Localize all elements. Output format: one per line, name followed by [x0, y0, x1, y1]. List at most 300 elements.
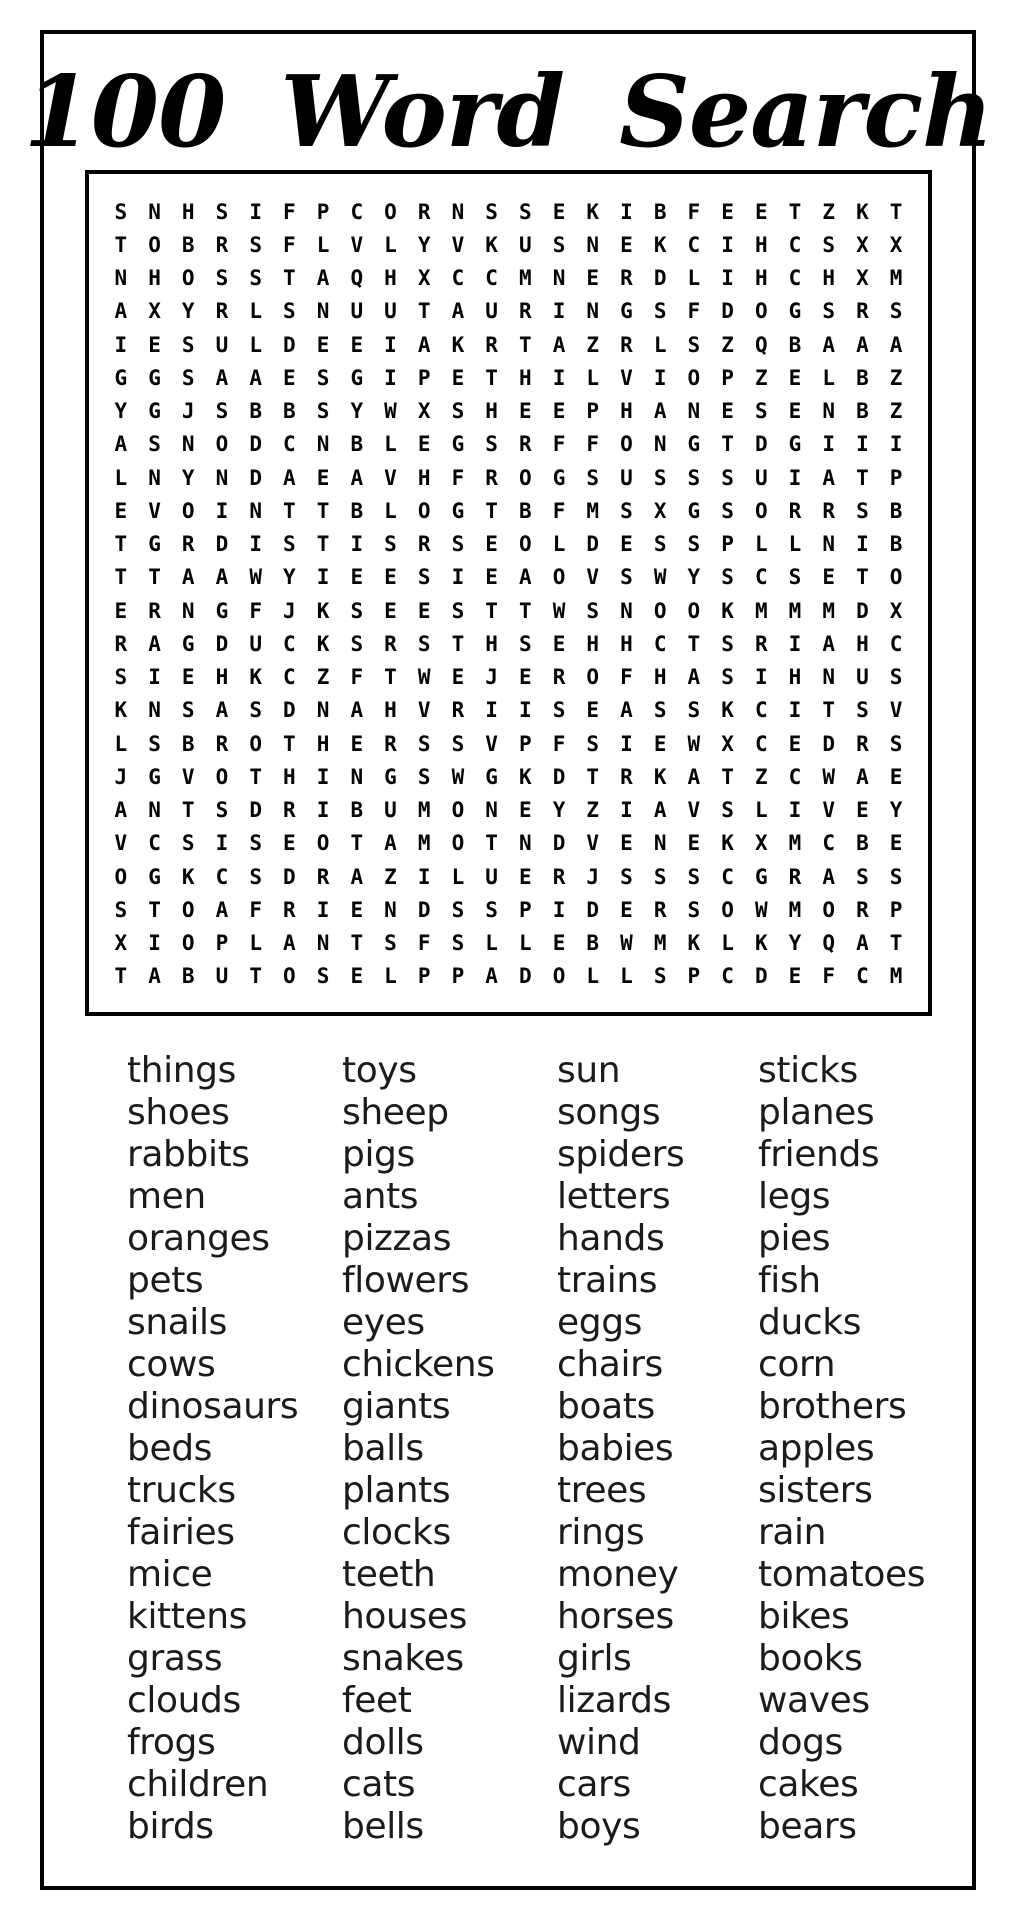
grid-cell[interactable]: V: [451, 232, 465, 257]
grid-cell[interactable]: B: [889, 498, 903, 523]
grid-cell[interactable]: H: [620, 399, 633, 424]
grid-cell[interactable]: B: [350, 432, 364, 457]
grid-cell[interactable]: F: [552, 731, 566, 756]
grid-cell[interactable]: E: [552, 931, 566, 956]
grid-cell[interactable]: D: [721, 299, 734, 324]
grid-cell[interactable]: K: [586, 199, 600, 224]
grid-cell[interactable]: T: [417, 299, 431, 324]
grid-cell[interactable]: S: [451, 399, 465, 424]
grid-cell[interactable]: S: [485, 897, 498, 922]
grid-cell[interactable]: I: [249, 532, 262, 557]
grid-cell[interactable]: E: [653, 731, 667, 756]
grid-cell[interactable]: U: [754, 465, 768, 490]
grid-cell[interactable]: V: [148, 498, 161, 523]
word-list-item[interactable]: legs: [758, 1176, 831, 1217]
word-list-item[interactable]: dogs: [758, 1722, 843, 1763]
grid-cell[interactable]: H: [384, 698, 397, 723]
grid-cell[interactable]: A: [249, 365, 262, 390]
grid-cell[interactable]: E: [586, 266, 600, 291]
grid-cell[interactable]: E: [788, 731, 802, 756]
grid-cell[interactable]: X: [889, 598, 903, 623]
grid-cell[interactable]: P: [417, 365, 431, 390]
word-list-item[interactable]: mice: [127, 1554, 213, 1595]
grid-cell[interactable]: W: [249, 565, 262, 590]
grid-cell[interactable]: W: [653, 565, 667, 590]
grid-cell[interactable]: C: [754, 731, 768, 756]
grid-cell[interactable]: T: [451, 631, 465, 656]
grid-cell[interactable]: I: [384, 332, 397, 357]
grid-cell[interactable]: O: [181, 266, 195, 291]
grid-cell[interactable]: T: [889, 199, 903, 224]
grid-cell[interactable]: H: [856, 631, 869, 656]
grid-cell[interactable]: C: [788, 764, 802, 789]
word-list-item[interactable]: trees: [557, 1470, 647, 1511]
grid-cell[interactable]: A: [114, 798, 128, 823]
grid-cell[interactable]: U: [384, 798, 397, 823]
grid-cell[interactable]: E: [316, 465, 330, 490]
word-list-item[interactable]: fish: [758, 1260, 821, 1301]
grid-cell[interactable]: S: [721, 665, 734, 690]
grid-cell[interactable]: A: [856, 764, 869, 789]
word-list-item[interactable]: ants: [342, 1176, 419, 1217]
word-list-item[interactable]: trains: [557, 1260, 658, 1301]
word-list-item[interactable]: planes: [758, 1092, 875, 1133]
grid-cell[interactable]: X: [653, 498, 667, 523]
grid-cell[interactable]: X: [721, 731, 734, 756]
grid-cell[interactable]: O: [620, 432, 633, 457]
grid-cell[interactable]: C: [856, 964, 869, 989]
word-list-item[interactable]: dolls: [342, 1722, 424, 1763]
grid-cell[interactable]: G: [215, 598, 229, 623]
grid-cell[interactable]: R: [788, 498, 802, 523]
word-list-item[interactable]: things: [127, 1050, 236, 1091]
grid-cell[interactable]: R: [754, 631, 768, 656]
grid-cell[interactable]: A: [417, 332, 431, 357]
grid-cell[interactable]: M: [417, 798, 431, 823]
grid-cell[interactable]: S: [485, 432, 498, 457]
grid-cell[interactable]: A: [114, 432, 128, 457]
grid-cell[interactable]: P: [519, 731, 532, 756]
grid-cell[interactable]: O: [552, 964, 566, 989]
grid-cell[interactable]: S: [350, 598, 364, 623]
grid-cell[interactable]: B: [519, 498, 532, 523]
grid-cell[interactable]: S: [316, 399, 330, 424]
grid-cell[interactable]: S: [586, 598, 600, 623]
grid-cell[interactable]: I: [620, 798, 633, 823]
grid-cell[interactable]: T: [889, 931, 903, 956]
grid-cell[interactable]: T: [485, 831, 498, 856]
grid-cell[interactable]: P: [451, 964, 465, 989]
grid-cell[interactable]: O: [519, 532, 532, 557]
word-list-item[interactable]: rings: [557, 1512, 645, 1553]
grid-cell[interactable]: S: [687, 532, 701, 557]
grid-cell[interactable]: Q: [754, 332, 768, 357]
grid-cell[interactable]: A: [822, 332, 836, 357]
grid-cell[interactable]: U: [485, 864, 498, 889]
grid-cell[interactable]: S: [721, 631, 734, 656]
grid-cell[interactable]: I: [316, 798, 330, 823]
grid-cell[interactable]: I: [620, 731, 633, 756]
grid-cell[interactable]: E: [889, 764, 903, 789]
grid-cell[interactable]: S: [215, 199, 229, 224]
word-list-item[interactable]: hands: [557, 1218, 665, 1259]
grid-cell[interactable]: K: [754, 931, 768, 956]
grid-cell[interactable]: S: [653, 698, 667, 723]
grid-cell[interactable]: T: [283, 731, 296, 756]
grid-cell[interactable]: Q: [350, 266, 364, 291]
grid-cell[interactable]: M: [889, 266, 903, 291]
grid-cell[interactable]: H: [485, 631, 498, 656]
grid-cell[interactable]: H: [788, 665, 802, 690]
grid-cell[interactable]: Y: [283, 565, 296, 590]
grid-cell[interactable]: A: [215, 365, 229, 390]
grid-cell[interactable]: T: [485, 498, 498, 523]
grid-cell[interactable]: Z: [384, 864, 397, 889]
grid-cell[interactable]: I: [552, 897, 566, 922]
grid-cell[interactable]: O: [586, 665, 600, 690]
grid-cell[interactable]: C: [283, 665, 296, 690]
grid-cell[interactable]: H: [485, 399, 498, 424]
grid-cell[interactable]: D: [215, 532, 229, 557]
grid-cell[interactable]: E: [552, 399, 566, 424]
grid-cell[interactable]: T: [114, 232, 128, 257]
grid-cell[interactable]: S: [350, 631, 364, 656]
grid-cell[interactable]: I: [519, 698, 532, 723]
grid-cell[interactable]: T: [114, 565, 128, 590]
word-list-item[interactable]: sticks: [758, 1050, 858, 1091]
grid-cell[interactable]: Z: [721, 332, 734, 357]
grid-cell[interactable]: S: [417, 565, 431, 590]
grid-cell[interactable]: S: [451, 897, 465, 922]
grid-cell[interactable]: H: [148, 266, 161, 291]
grid-cell[interactable]: S: [249, 698, 262, 723]
grid-cell[interactable]: V: [586, 565, 600, 590]
grid-cell[interactable]: D: [822, 731, 836, 756]
grid-cell[interactable]: B: [350, 798, 364, 823]
grid-cell[interactable]: E: [417, 598, 431, 623]
grid-cell[interactable]: O: [384, 199, 397, 224]
grid-cell[interactable]: R: [485, 465, 498, 490]
grid-cell[interactable]: R: [856, 731, 869, 756]
grid-cell[interactable]: L: [620, 964, 633, 989]
grid-cell[interactable]: P: [687, 964, 701, 989]
grid-cell[interactable]: A: [114, 299, 128, 324]
grid-cell[interactable]: O: [215, 764, 229, 789]
word-list-item[interactable]: snails: [127, 1302, 227, 1343]
grid-cell[interactable]: H: [586, 631, 600, 656]
grid-cell[interactable]: E: [283, 831, 296, 856]
grid-cell[interactable]: K: [485, 232, 498, 257]
grid-cell[interactable]: C: [451, 266, 465, 291]
grid-cell[interactable]: L: [316, 232, 330, 257]
grid-cell[interactable]: V: [687, 798, 701, 823]
grid-cell[interactable]: U: [620, 465, 633, 490]
grid-cell[interactable]: P: [519, 897, 532, 922]
word-list-item[interactable]: ducks: [758, 1302, 862, 1343]
grid-cell[interactable]: M: [417, 831, 431, 856]
grid-cell[interactable]: S: [249, 232, 262, 257]
grid-cell[interactable]: M: [586, 498, 600, 523]
grid-cell[interactable]: C: [788, 232, 802, 257]
grid-cell[interactable]: A: [384, 831, 397, 856]
word-list-item[interactable]: children: [127, 1764, 269, 1805]
word-list-item[interactable]: flowers: [342, 1260, 470, 1301]
grid-cell[interactable]: A: [822, 631, 836, 656]
grid-cell[interactable]: R: [215, 232, 229, 257]
grid-cell[interactable]: T: [114, 532, 128, 557]
grid-cell[interactable]: M: [519, 266, 532, 291]
grid-cell[interactable]: S: [215, 798, 229, 823]
grid-cell[interactable]: W: [552, 598, 566, 623]
grid-cell[interactable]: R: [519, 432, 532, 457]
grid-cell[interactable]: E: [552, 631, 566, 656]
grid-cell[interactable]: E: [721, 399, 734, 424]
grid-cell[interactable]: T: [316, 498, 330, 523]
word-list-item[interactable]: chickens: [342, 1344, 495, 1385]
word-list-item[interactable]: fairies: [127, 1512, 235, 1553]
grid-cell[interactable]: E: [114, 498, 128, 523]
grid-cell[interactable]: K: [653, 764, 667, 789]
grid-cell[interactable]: R: [148, 598, 161, 623]
grid-cell[interactable]: A: [283, 931, 296, 956]
grid-cell[interactable]: A: [350, 864, 364, 889]
grid-cell[interactable]: S: [451, 931, 465, 956]
grid-cell[interactable]: D: [552, 831, 566, 856]
grid-cell[interactable]: S: [249, 831, 262, 856]
grid-cell[interactable]: T: [249, 964, 262, 989]
grid-cell[interactable]: O: [316, 831, 330, 856]
word-list-item[interactable]: cows: [127, 1344, 216, 1385]
grid-cell[interactable]: S: [519, 199, 532, 224]
grid-cell[interactable]: W: [417, 665, 431, 690]
grid-cell[interactable]: O: [519, 465, 532, 490]
grid-cell[interactable]: D: [215, 631, 229, 656]
grid-cell[interactable]: C: [687, 232, 701, 257]
grid-cell[interactable]: O: [181, 897, 195, 922]
grid-cell[interactable]: R: [451, 698, 465, 723]
grid-cell[interactable]: R: [114, 631, 128, 656]
grid-cell[interactable]: U: [519, 232, 532, 257]
grid-cell[interactable]: M: [653, 931, 667, 956]
word-list-item[interactable]: oranges: [127, 1218, 270, 1259]
grid-cell[interactable]: R: [316, 864, 330, 889]
grid-cell[interactable]: V: [417, 698, 431, 723]
grid-cell[interactable]: T: [721, 764, 734, 789]
grid-cell[interactable]: G: [687, 498, 701, 523]
grid-cell[interactable]: I: [215, 498, 229, 523]
grid-cell[interactable]: B: [856, 399, 869, 424]
word-list-item[interactable]: eggs: [557, 1302, 643, 1343]
word-list-item[interactable]: shoes: [127, 1092, 230, 1133]
grid-cell[interactable]: B: [249, 399, 262, 424]
grid-cell[interactable]: I: [114, 332, 128, 357]
grid-cell[interactable]: I: [721, 232, 734, 257]
grid-cell[interactable]: K: [316, 631, 330, 656]
grid-cell[interactable]: H: [283, 764, 296, 789]
word-list-item[interactable]: friends: [758, 1134, 880, 1175]
grid-cell[interactable]: R: [417, 199, 431, 224]
grid-cell[interactable]: T: [519, 598, 532, 623]
grid-cell[interactable]: U: [249, 631, 262, 656]
grid-cell[interactable]: G: [148, 864, 161, 889]
grid-cell[interactable]: L: [249, 332, 262, 357]
grid-cell[interactable]: I: [721, 266, 734, 291]
grid-cell[interactable]: S: [417, 764, 431, 789]
word-list-item[interactable]: tomatoes: [758, 1554, 926, 1595]
grid-cell[interactable]: I: [552, 365, 566, 390]
grid-cell[interactable]: S: [114, 897, 128, 922]
grid-cell[interactable]: R: [283, 897, 296, 922]
word-list-item[interactable]: bells: [342, 1806, 424, 1847]
grid-cell[interactable]: M: [889, 964, 903, 989]
grid-cell[interactable]: A: [283, 465, 296, 490]
grid-cell[interactable]: G: [384, 764, 397, 789]
grid-cell[interactable]: X: [417, 266, 431, 291]
grid-cell[interactable]: I: [148, 665, 161, 690]
grid-cell[interactable]: L: [754, 798, 768, 823]
word-list-item[interactable]: pizzas: [342, 1218, 452, 1259]
grid-cell[interactable]: F: [249, 598, 262, 623]
grid-cell[interactable]: K: [114, 698, 128, 723]
grid-cell[interactable]: A: [620, 698, 633, 723]
grid-cell[interactable]: D: [519, 964, 532, 989]
grid-cell[interactable]: S: [181, 831, 195, 856]
grid-cell[interactable]: O: [114, 864, 128, 889]
grid-cell[interactable]: S: [653, 299, 667, 324]
grid-cell[interactable]: E: [181, 665, 195, 690]
grid-cell[interactable]: L: [822, 365, 836, 390]
grid-cell[interactable]: X: [856, 266, 869, 291]
grid-cell[interactable]: M: [788, 831, 802, 856]
grid-cell[interactable]: S: [114, 665, 128, 690]
grid-cell[interactable]: Y: [788, 931, 802, 956]
grid-cell[interactable]: F: [822, 964, 836, 989]
grid-cell[interactable]: X: [114, 931, 128, 956]
grid-cell[interactable]: E: [350, 964, 364, 989]
grid-cell[interactable]: K: [519, 764, 532, 789]
grid-cell[interactable]: Z: [754, 764, 768, 789]
grid-cell[interactable]: R: [822, 498, 836, 523]
grid-cell[interactable]: R: [620, 266, 633, 291]
grid-cell[interactable]: D: [249, 465, 262, 490]
word-list-item[interactable]: beds: [127, 1428, 213, 1469]
grid-cell[interactable]: T: [822, 698, 836, 723]
grid-cell[interactable]: E: [788, 964, 802, 989]
grid-cell[interactable]: R: [856, 299, 869, 324]
grid-cell[interactable]: T: [148, 897, 161, 922]
grid-cell[interactable]: A: [889, 332, 903, 357]
grid-cell[interactable]: D: [856, 598, 869, 623]
grid-cell[interactable]: D: [754, 964, 768, 989]
word-list-item[interactable]: money: [557, 1554, 679, 1595]
grid-cell[interactable]: M: [788, 598, 802, 623]
grid-cell[interactable]: E: [620, 897, 633, 922]
grid-cell[interactable]: O: [687, 365, 701, 390]
grid-cell[interactable]: T: [586, 764, 600, 789]
grid-cell[interactable]: L: [687, 266, 701, 291]
grid-cell[interactable]: E: [687, 831, 701, 856]
grid-cell[interactable]: P: [721, 532, 734, 557]
grid-cell[interactable]: S: [181, 698, 195, 723]
grid-cell[interactable]: I: [788, 698, 802, 723]
grid-cell[interactable]: T: [485, 598, 498, 623]
grid-cell[interactable]: G: [788, 299, 802, 324]
grid-cell[interactable]: S: [552, 698, 566, 723]
grid-cell[interactable]: D: [249, 798, 262, 823]
word-list-item[interactable]: apples: [758, 1428, 875, 1469]
grid-cell[interactable]: T: [114, 964, 128, 989]
grid-cell[interactable]: G: [754, 864, 768, 889]
grid-cell[interactable]: E: [788, 399, 802, 424]
grid-cell[interactable]: T: [283, 498, 296, 523]
grid-cell[interactable]: U: [215, 964, 229, 989]
grid-cell[interactable]: S: [889, 864, 903, 889]
grid-cell[interactable]: E: [620, 532, 633, 557]
grid-cell[interactable]: N: [181, 432, 195, 457]
grid-cell[interactable]: B: [586, 931, 600, 956]
grid-cell[interactable]: N: [822, 665, 836, 690]
word-list-item[interactable]: cats: [342, 1764, 416, 1805]
grid-cell[interactable]: O: [181, 498, 195, 523]
grid-cell[interactable]: F: [249, 897, 262, 922]
grid-cell[interactable]: E: [350, 731, 364, 756]
grid-cell[interactable]: I: [620, 199, 633, 224]
grid-cell[interactable]: P: [889, 465, 903, 490]
grid-cell[interactable]: H: [215, 665, 229, 690]
grid-cell[interactable]: A: [485, 964, 498, 989]
grid-cell[interactable]: O: [249, 731, 262, 756]
grid-cell[interactable]: C: [721, 964, 734, 989]
grid-cell[interactable]: A: [451, 299, 465, 324]
grid-cell[interactable]: N: [114, 266, 128, 291]
grid-cell[interactable]: E: [822, 565, 836, 590]
grid-cell[interactable]: V: [181, 764, 195, 789]
grid-cell[interactable]: S: [417, 731, 431, 756]
grid-cell[interactable]: E: [519, 399, 532, 424]
grid-cell[interactable]: X: [148, 299, 161, 324]
grid-cell[interactable]: N: [586, 299, 600, 324]
grid-cell[interactable]: A: [215, 698, 229, 723]
grid-cell[interactable]: N: [822, 399, 836, 424]
grid-cell[interactable]: D: [283, 698, 296, 723]
grid-cell[interactable]: W: [687, 731, 701, 756]
grid-cell[interactable]: S: [653, 864, 667, 889]
word-list-item[interactable]: chairs: [557, 1344, 663, 1385]
grid-cell[interactable]: P: [586, 399, 600, 424]
grid-cell[interactable]: U: [856, 665, 869, 690]
grid-cell[interactable]: W: [384, 399, 397, 424]
grid-cell[interactable]: S: [384, 931, 397, 956]
grid-cell[interactable]: I: [788, 631, 802, 656]
grid-cell[interactable]: G: [451, 498, 465, 523]
word-list-item[interactable]: dinosaurs: [127, 1386, 299, 1427]
grid-cell[interactable]: R: [856, 897, 869, 922]
grid-cell[interactable]: S: [586, 731, 600, 756]
grid-cell[interactable]: P: [316, 199, 330, 224]
grid-cell[interactable]: A: [181, 565, 195, 590]
grid-cell[interactable]: P: [889, 897, 903, 922]
grid-cell[interactable]: T: [856, 465, 869, 490]
grid-cell[interactable]: F: [552, 498, 566, 523]
grid-cell[interactable]: S: [889, 731, 903, 756]
grid-cell[interactable]: S: [822, 299, 836, 324]
grid-cell[interactable]: L: [451, 864, 465, 889]
grid-cell[interactable]: D: [552, 764, 566, 789]
grid-cell[interactable]: B: [889, 532, 903, 557]
grid-cell[interactable]: S: [485, 199, 498, 224]
grid-cell[interactable]: S: [451, 532, 465, 557]
grid-cell[interactable]: D: [249, 432, 262, 457]
